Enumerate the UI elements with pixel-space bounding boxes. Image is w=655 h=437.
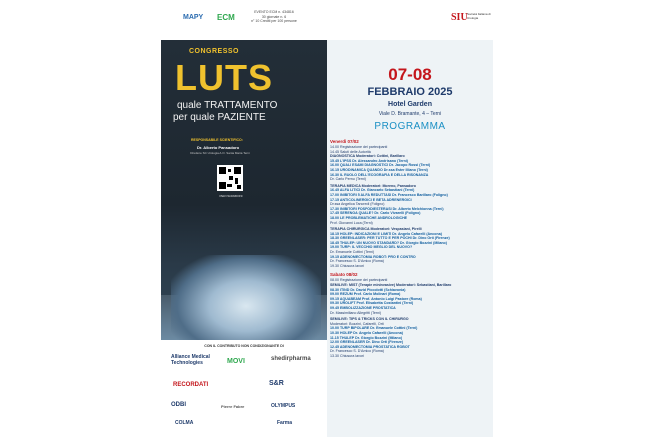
schedule-row: 17.45 SERENOA QUALE? Dr. Carlo Vivarelli (Foligno)	[330, 211, 421, 216]
sr-logo: S&R	[269, 380, 284, 387]
schedule-row: 09.45 EMBOLIZZAZIONE PROSTATICA	[330, 306, 396, 310]
schedule-row: Dr. Francesco S. D'Amico (Roma)	[330, 349, 385, 354]
schedule-row: 15.45 L'IPSS Dr. Alessandro Andrisano (Terni)	[330, 158, 409, 163]
schedule-row: 16.15 URODINAMICA QUANDO Dr.ssa Ester Illiano (Terni)	[330, 167, 428, 172]
mapy-logo: MAPY	[183, 14, 204, 21]
schedule-row: 13.30 Chiusura lavori	[330, 353, 364, 358]
schedule-row: 11.15 THULEP Dr. Giorgio Bozzini (Milano)	[330, 335, 403, 340]
schedule-row: 19.15 ADENOMECTOMIA ROBOT: PRO E CONTRO	[330, 254, 416, 259]
registration-info: PER ISCRIZIONI	[219, 194, 243, 198]
schedule-row: 18.00 LE PROBLEMATICHE ANDROLOGICHE	[330, 215, 408, 220]
schedule-row: 18.45 THULEP: UN NUOVO STANDARD? Dr. Giorgio Bozzini (Milano)	[330, 240, 447, 245]
subtitle-line-2: per quale PAZIENTE	[173, 112, 266, 123]
poster-cover-panel	[161, 40, 327, 340]
poster-header	[161, 0, 493, 40]
scientific-responsible-affiliation: Direttore SC Urologia A.O. Santa Maria Terni	[190, 151, 250, 155]
ecm-logo: ECM	[217, 13, 235, 22]
session-heading: TERAPIA CHIRURGICA Moderatori: Vespasiani, Pirelli	[330, 227, 422, 232]
event-date: 07-08	[388, 65, 432, 84]
alliance-logo: Alliance Medical Technologies	[171, 354, 210, 366]
schedule-row: Dr. Emanuele Cottini (Terni)	[330, 250, 375, 255]
event-month: FEBBRAIO 2025	[367, 86, 453, 98]
colma-logo: COLMA	[175, 420, 194, 426]
program-heading: PROGRAMMA	[374, 121, 446, 132]
schedule-row: 12.00 GREENLASER Dr. Dino Orti (Firenze)	[330, 340, 404, 345]
luts-title: LUTS	[175, 57, 273, 98]
session-heading: TERAPIA MEDICA Moderatori: Moreno, Pansadoro	[330, 183, 416, 188]
olympus-logo: OLYMPUS	[271, 403, 296, 409]
schedule-row: 14.45 Saluti delle Autorità	[330, 149, 371, 154]
schedule-row: 12.45 ADENOMECTOMIA PROSTATICA ROBOT	[330, 344, 410, 349]
schedule-row: 10.00 TURP BIPOLARE Dr. Emanuele Cottini (Terni)	[330, 326, 418, 331]
ecm-info: EVENTO ECM n. 434816 30 giornate n. 6 n° 10 Crediti per 100 persone	[251, 10, 297, 24]
farma-logo: Farma	[277, 420, 293, 426]
event-poster	[161, 0, 493, 437]
schedule-row: 17.30 INIBITORI FOSFODIESTERASI Dr. Alberto Melchionna (Terni)	[330, 206, 444, 211]
day-heading: Sabato 08/02	[330, 272, 358, 278]
schedule-row: 18.30 GREENLASER: PER TUTTO E PER POCHI Dr. Dino Orti (Firenze)	[330, 236, 450, 241]
schedule-row: Prof. Giovanni Luca (Terni)	[330, 220, 373, 225]
schedule-row: 18.15 HOLEP: INDICAZIONI E LIMITI Dr. Angelo Cafarelli (Ancona)	[330, 231, 442, 236]
fountain-image	[171, 255, 321, 340]
schedule-row: 16.30 IL RUOLO DELL'ECOGRAFIA E DELLA RISONANZA	[330, 172, 429, 177]
siu-logo: SIU	[451, 12, 468, 23]
recordati-logo: RECORDATI	[173, 382, 209, 388]
schedule-row: 09.30 UROLIFT Prof. Elisabetta Costantini (Terni)	[330, 301, 414, 306]
schedule-row: 14.00 Registrazione dei partecipanti	[330, 145, 388, 149]
program-schedule	[330, 135, 492, 359]
siu-subtitle: Società Italiana di Urologia	[467, 12, 491, 20]
day-heading: Venerdì 07/02	[330, 139, 359, 144]
subtitle-line-1: quale TRATTAMENTO	[177, 100, 278, 111]
event-address: Viale D. Bramante, 4 – Terni	[378, 111, 442, 117]
schedule-row: 10.30 HOLEP Dr. Angelo Cafarelli (Ancona)	[330, 330, 403, 335]
schedule-row: 09.00 REZUM Prof. Carlo Molinari (Roma)	[330, 292, 401, 297]
pierre-fabre-logo: Pierre Fabre	[221, 404, 245, 409]
session-heading: DIAGNOSTICA Moderatori: Cottini, Barillaro	[330, 154, 405, 159]
schedule-row: 19.30 Chiusura lavori	[330, 263, 364, 268]
schedule-row: 09.15 AQUABEAM Prof. Antonio Luigi Pastore (Roma)	[330, 296, 422, 301]
schedule-row: 08.30 ITIND Dr. David Piccolotti (Schiavonia)	[330, 287, 406, 292]
session-heading: SEMILIVE: TIPS & TRICKS CON IL CHIRURGO	[330, 317, 409, 322]
schedule-row: Dr. Carlo Pernu (Terni)	[330, 177, 366, 182]
schedule-row: 19.00 TURP: IL VECCHIO MEGLIO DEL NUOVO?	[330, 245, 413, 250]
schedule-row: Dr. Francesco S. D'Amico (Roma)	[330, 259, 385, 264]
sponsors-panel	[161, 340, 327, 437]
schedule-row: 17.00 INIBITORI 5 ALFA REDUTTASI Dr. Francesco Barillaro (Foligno)	[330, 192, 448, 197]
odbi-logo: ODBI	[171, 402, 186, 408]
scientific-responsible-label: RESPONSABILE SCIENTIFICO:	[191, 138, 243, 142]
event-venue: Hotel Garden	[388, 101, 432, 108]
schedule-row: Dr.ssa Angelica Tancredi (Foligno)	[330, 202, 385, 207]
session-heading: SEMILIVE: MIST (Terapie mininvasive) Moderatori: Sebastiani, Barillaro	[330, 283, 452, 288]
schedule-row: 08.00 Registrazione dei partecipanti	[330, 278, 388, 283]
sponsors-title: CON IL CONTRIBUTO NON CONDIZIONANTE DI	[204, 344, 284, 348]
schedule-row: 17.15 ANTICOLINERGICI E BETA ADRENERGICI	[330, 197, 412, 202]
scientific-responsible-name: Dr. Alberto Pansadoro	[197, 145, 240, 150]
program-panel	[327, 40, 493, 437]
schedule-row: 16.00 QUALI ESAMI DIAGNOSTICI Dr. Jacopo Rossi (Terni)	[330, 163, 431, 168]
schedule-row: 16.45 ALFA LITICI Dr. Giancarlo Sebastiani (Terni)	[330, 188, 415, 193]
shedir-logo: shedirpharma	[271, 356, 311, 362]
movi-logo: MOVI	[227, 358, 245, 365]
schedule-row: Dr. Massimiliano Allegritti (Terni)	[330, 310, 382, 315]
qr-code[interactable]	[217, 165, 243, 191]
congress-label: CONGRESSO	[189, 48, 240, 55]
schedule-row: Moderatori: Bozzini, Cafarelli, Orti	[330, 321, 384, 326]
